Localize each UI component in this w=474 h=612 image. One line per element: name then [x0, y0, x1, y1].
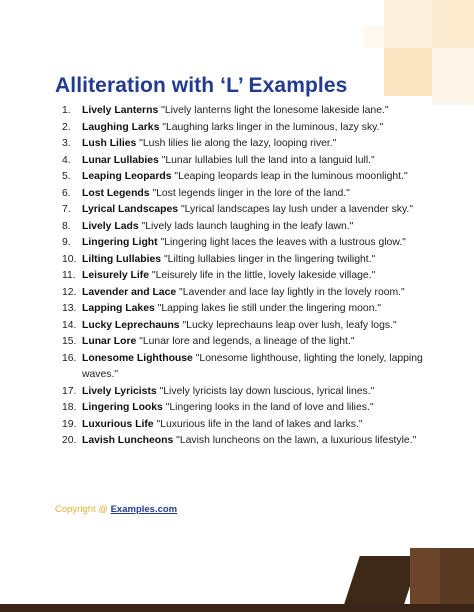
list-item: [62, 153, 447, 170]
list-item-term: Lively Lads: [82, 220, 139, 232]
list-item-quote: "Lush lilies lie along the lazy, looping river.": [139, 138, 337, 149]
list-item: [62, 219, 447, 236]
list-item: [62, 351, 447, 384]
list-item: [62, 186, 447, 203]
list-item-number: 4.: [62, 154, 71, 166]
list-item-number: 3.: [62, 138, 71, 149]
list-item-number: 7.: [62, 204, 71, 215]
list-item-term: Lunar Lore: [82, 336, 137, 347]
decorative-corner-bottom: [344, 548, 474, 612]
list-item: [62, 433, 447, 450]
list-item-term: Lilting Lullabies: [82, 253, 162, 265]
list-item-quote: "Lingering light laces the leaves with a lustrous glow.": [160, 237, 406, 248]
list-item: [62, 301, 447, 318]
decorative-corner-top: [364, 0, 474, 105]
list-item-quote: "Lively lyricists lay down luscious, lyrical lines.": [159, 385, 375, 397]
list-item-number: 20.: [62, 435, 77, 446]
list-item-number: 1.: [62, 105, 71, 116]
list-item-quote: "Lucky leprechauns leap over lush, leafy logs.": [182, 319, 397, 331]
list-item-term: Lush Lilies: [82, 138, 137, 149]
list-item-quote: "Lost legends linger in the lore of the land.": [152, 187, 350, 199]
list-item-term: Lavish Luncheons: [82, 435, 174, 446]
list-item-term: Lingering Light: [82, 237, 158, 248]
list-item: [62, 235, 447, 252]
list-item-number: 16.: [62, 352, 77, 364]
list-item-number: 6.: [62, 187, 71, 199]
list-item-quote: "Lavish luncheons on the lawn, a luxurious lifestyle.": [176, 435, 417, 446]
copyright-prefix: Copyright @: [55, 504, 111, 515]
list-item-number: 18.: [62, 402, 77, 413]
list-item: [62, 384, 447, 401]
list-item-number: 11.: [62, 270, 76, 281]
list-item: [62, 285, 447, 302]
list-item-number: 15.: [62, 336, 77, 347]
list-item-number: 14.: [62, 319, 77, 331]
list-item-number: 5.: [62, 171, 71, 182]
list-item-number: 9.: [62, 237, 71, 248]
list-item-number: 2.: [62, 121, 71, 133]
list-item-quote: "Lavender and lace lay lightly in the lovely room.": [179, 286, 405, 298]
list-item: [62, 103, 447, 120]
list-item: [62, 400, 447, 417]
list-item-term: Leisurely Life: [82, 270, 149, 281]
brand-link[interactable]: Examples.com: [110, 504, 178, 515]
list-item-number: 10.: [62, 253, 77, 265]
list-item-term: Lively Lyricists: [82, 385, 157, 397]
list-item-term: Lucky Leprechauns: [82, 319, 180, 331]
list-item-quote: "Laughing larks linger in the luminous, lazy sky.": [162, 121, 384, 133]
list-item: [62, 318, 447, 335]
list-item-term: Luxurious Life: [82, 418, 154, 430]
list-item-quote: "Lively lads launch laughing in the leafy lawn.": [141, 220, 354, 232]
list-item-number: 13.: [62, 303, 77, 314]
list-item-quote: "Leaping leopards leap in the luminous moonlight.": [174, 171, 408, 182]
list-item-quote: "Lilting lullabies linger in the lingering twilight.": [163, 253, 376, 265]
list-item: [62, 268, 447, 285]
list-item: [62, 252, 447, 269]
list-item-quote: "Luxurious life in the land of lakes and larks.": [156, 418, 363, 430]
list-item-term: Lyrical Landscapes: [82, 204, 179, 215]
list-item-quote: "Lively lanterns light the lonesome lakeside lane.": [161, 105, 389, 116]
list-item-quote: "Lyrical landscapes lay lush under a lavender sky.": [180, 204, 414, 215]
page-title: Alliteration with ‘L’ Examples: [55, 74, 348, 97]
list-item-term: Leaping Leopards: [82, 171, 172, 182]
list-item-quote: "Lonesome lighthouse, lighting the lonely, lapping waves.": [82, 352, 423, 380]
list-item-quote: "Lapping lakes lie still under the lingering moon.": [157, 303, 382, 314]
list-item-term: Lively Lanterns: [82, 105, 159, 116]
list-item: [62, 169, 447, 186]
list-item-term: Laughing Larks: [82, 121, 160, 133]
list-item-term: Lapping Lakes: [82, 303, 155, 314]
list-item-term: Lingering Looks: [82, 402, 163, 413]
list-item: [62, 120, 447, 137]
list-item-number: 12.: [62, 286, 77, 298]
bottom-bar: [0, 604, 474, 612]
list-item: [62, 202, 447, 219]
list-item-term: Lonesome Lighthouse: [82, 352, 193, 364]
list-item-quote: "Leisurely life in the little, lovely lakeside village.": [151, 270, 376, 281]
list-item-number: 8.: [62, 220, 71, 232]
list-item-quote: "Lunar lore and legends, a lineage of the light.": [139, 336, 355, 347]
examples-list: [62, 103, 447, 450]
list-item-quote: "Lingering looks in the land of love and lilies.": [165, 402, 374, 413]
list-item-term: Lost Legends: [82, 187, 150, 199]
copyright-footer: [55, 504, 177, 515]
list-item: [62, 334, 447, 351]
list-item-number: 17.: [62, 385, 77, 397]
list-item: [62, 417, 447, 434]
list-item: [62, 136, 447, 153]
list-item-number: 19.: [62, 418, 77, 430]
list-item-term: Lavender and Lace: [82, 286, 177, 298]
list-item-quote: "Lunar lullabies lull the land into a languid lull.": [161, 154, 375, 166]
list-item-term: Lunar Lullabies: [82, 154, 159, 166]
